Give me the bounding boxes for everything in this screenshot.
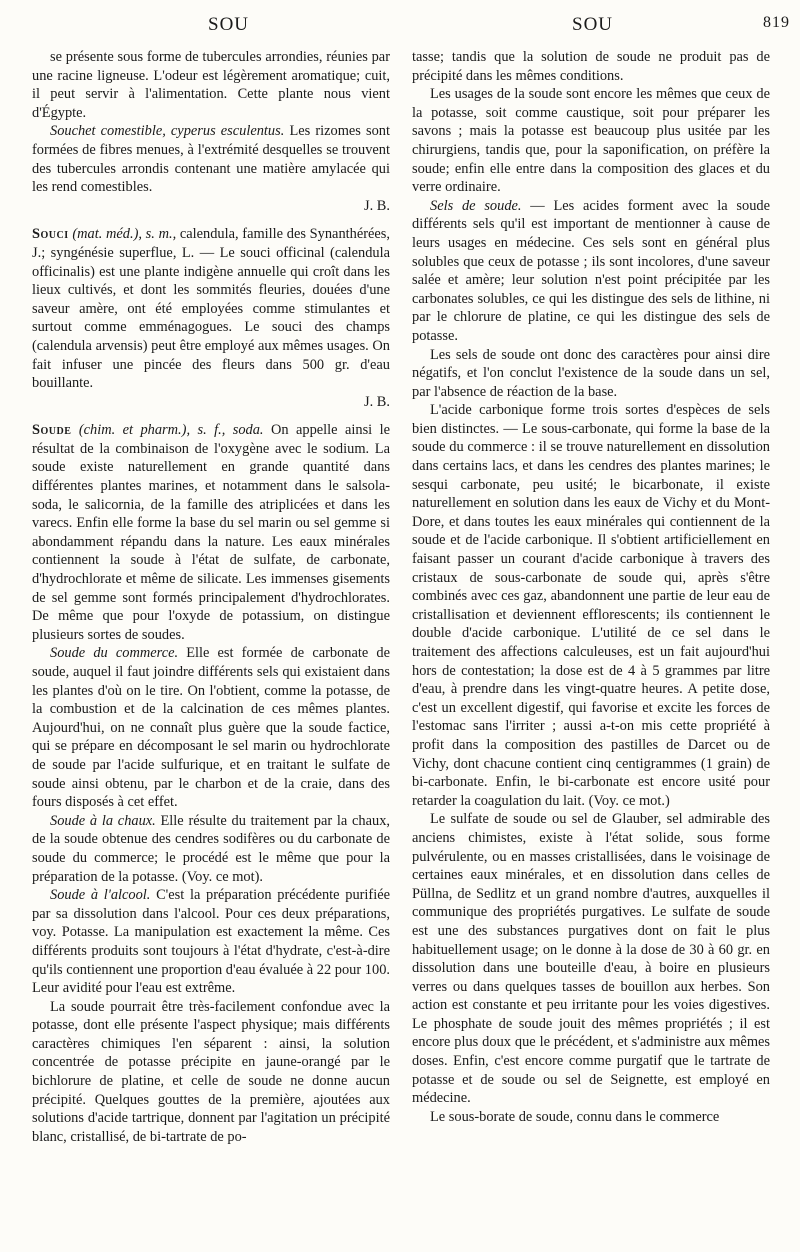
page-header: [0, 14, 800, 42]
paragraph: [412, 401, 770, 810]
paragraph: [32, 122, 390, 196]
entry-headword: Souci: [32, 226, 69, 243]
paragraph-text: Les sels de soude ont donc des caractères pour ainsi dire négatifs, et l'on conclut l'existence de la soude dans un sel, par l'absence de réaction de la base.: [412, 346, 770, 400]
subentry-title: Soude à l'alcool.: [50, 887, 151, 904]
running-head-right: SOU: [572, 14, 614, 35]
paragraph-text: — Les acides forment avec la soude différents sels qu'il est important de mentionner à cause de leurs usages en médecine. Ces sels sont en général plus solubles que ceux de potasse ; ils sont incolores, d'une saveur salée et amère; leur solution n'est point précipitée par les carbonates solubles, ce qui les distingue des sels de lithine, ni par le chlorure de platine, ce qui les distingue des sels de potasse.: [412, 197, 770, 344]
page-number: 819: [763, 14, 790, 31]
paragraph-text: Elle résulte du traitement par la chaux, de la soude obtenue des cendres sodifères ou du carbonate de soude du commerce; le procédé est le même que pour la préparation de la potasse. (Voy. ce mot).: [32, 812, 390, 885]
paragraph-text: Les rizomes sont formées de fibres menues, à l'extrémité desquelles se trouvent des tubercules arrondis contenant une matière amylacée qui les rend comestibles.: [32, 123, 390, 196]
author-signature: J. B.: [364, 393, 390, 410]
paragraph: [412, 1108, 770, 1127]
entry-headword: Soude: [32, 422, 72, 439]
entry-grammar: (mat. méd.), s. m.,: [68, 226, 180, 243]
author-signature: J. B.: [364, 197, 390, 214]
subentry-title: Soude du commerce.: [50, 645, 179, 662]
paragraph-text: Les usages de la soude sont encore les mêmes que ceux de la potasse, soit comme caustique, soit pour préparer les savons ; mais la potasse est beaucoup plus usitée par les chirurgiens, tandis que, pour la saponification, on préfère la soude; enfin elle entre dans la composition des glaces et du verre ordinaire.: [412, 86, 770, 196]
entry-grammar: (chim. et pharm.), s. f., soda.: [71, 422, 271, 439]
paragraph-text: Elle est formée de carbonate de soude, auquel il faut joindre différents sels qui existaient dans les plantes d'où on le tire. On l'obtient, comme la potasse, de la combustion et de la calcination de ces mêmes plantes. Aujourd'hui, on ne connaît plus guère que la soude factice, qui se prépare en décomposant le sel marin ou hydrochlorate de soude par l'acide sulfurique, et en traitant le sulfate de soude ainsi obtenu, par le charbon et de la craie, dans des fours disposés à cet effet.: [32, 645, 390, 811]
paragraph-text: calendula, famille des Synanthérées, J.; syngénésie superflue, L. — Le souci officinal (calendula officinalis) est une plante indigène annuelle qui croît dans les lieux cultivés, et dont les sommités fleuries, douées d'une saveur amère, ont été employées comme stimulantes et surtout comme emménagogues. Le souci des champs (calendula arvensis) peut être employé aux mêmes usages. On fait infuser une pincée des fleurs dans 500 gr. d'eau bouillante.: [32, 226, 390, 392]
subentry-title: Soude à la chaux.: [50, 812, 156, 829]
paragraph-text: se présente sous forme de tubercules arrondies, réunies par une racine ligneuse. L'odeur est légèrement aromatique; cuit, il peut servir à l'alimentation. Cette plante nous vient d'Égypte.: [32, 49, 390, 121]
paragraph-text: Le sulfate de soude ou sel de Glauber, sel admirable des anciens chimistes, existe à l'état solide, sous forme pulvérulente, ou en masses cristallisées, dans le voisinage de certaines eaux minérales, et en dissolution dans celles de Püllna, de Sedlitz et un grand nombre d'autres, auxquelles il communique des propriétés purgatives. Le sulfate de soude est une des substances purgatives dont on fait le plus habituellement usage; on le donne à la dose de 30 à 60 gr. en dissolution dans une bouteille d'eau, à boire en plusieurs verres ou dans quelques tasses de bouillon aux herbes. Son action est constante et peu irritante pour les voies digestives. Le phosphate de soude jouit des mêmes propriétés ; il est encore plus doux que le précédent, et s'administre aux mêmes doses. Enfin, c'est encore comme purgatif que le tartrate de potasse et de soude ou sel de Seignette, est employé en médecine.: [412, 811, 770, 1107]
right-column: [412, 48, 770, 1126]
paragraph: [412, 346, 770, 402]
dictionary-entry: [32, 225, 390, 392]
paragraph: [412, 810, 770, 1108]
paragraph-text: C'est la préparation précédente purifiée par sa dissolution dans l'alcool. Pour ces deux préparations, voy. Potasse. La manipulation est exactement la même. Ces différents produits sont toujours à l'état d'hydrate, c'est-à-dire qu'ils contiennent une proportion d'eau évaluée à 22 pour 100. Leur avidité pour l'eau est extrême.: [32, 887, 390, 997]
paragraph: [412, 197, 770, 346]
paragraph: [32, 886, 390, 998]
paragraph: [32, 644, 390, 811]
paragraph-text: L'acide carbonique forme trois sortes d'espèces de sels bien distinctes. — Le sous-carbonate, qui forme la base de la soude du commerce : il se trouve naturellement en dissolution dans certains lacs, et dans les cendres des plantes marines; le sesqui carbonate, peu usité; le bicarbonate, il existe naturellement en solution dans les eaux de Vichy et du Mont-Dore, et dans toutes les eaux minérales qui contiennent de la soude et de l'acide carbonique. Il s'obtient artificiellement en faisant passer un courant d'acide carbonique à travers des cristaux de sous-carbonate de soude qui, après s'être combinés avec ces gaz, abandonnent une partie de leur eau de cristallisation et deviennent efflorescents; ils contiennent le double d'acide carbonique. L'utilité de ce sel dans le traitement des affections calculeuses, est un fait aujourd'hui hors de contestation; la dose est de 4 à 5 grammes par litre d'eau, à prendre dans les vingt-quatre heures. A petite dose, c'est un excellent digestif, qui favorise et excite les forces de l'estomac sans l'irriter ; aussi a-t-on mis cette propriété à profit dans la composition des pastilles de Darcet ou de Vichy, dont chacune contient cinq centigrammes (1 grain) de bi-carbonate. Enfin, le bi-carbonate est encore usité pour retarder la coagulation du lait. (Voy. ce mot.): [412, 402, 770, 809]
running-head-left: SOU: [208, 14, 250, 35]
paragraph: [32, 48, 390, 122]
left-column: [32, 48, 390, 1146]
dictionary-entry: [32, 421, 390, 644]
subentry-title: Souchet comestible, cyperus esculentus.: [50, 123, 285, 140]
subentry-title: Sels de soude.: [430, 197, 522, 214]
paragraph: [412, 48, 770, 85]
paragraph-text: Le sous-borate de soude, connu dans le commerce: [430, 1108, 720, 1125]
paragraph: [412, 85, 770, 197]
paragraph-text: La soude pourrait être très-facilement confondue avec la potasse, dont elle présente l'aspect physique; mais différents caractères chimiques l'en séparent : ainsi, la solution concentrée de potasse précipite en jaune-orangé par le bichlorure de platine, et celle de soude ne donne aucun précipité. Quelques gouttes de la première, ajoutées aux solutions d'acide tartrique, donnent par l'agitation un précipité blanc, cristallisé, de bi-tartrate de po-: [32, 998, 390, 1145]
paragraph-text: tasse; tandis que la solution de soude ne produit pas de précipité dans les mêmes conditions.: [412, 49, 770, 84]
paragraph-text: On appelle ainsi le résultat de la combinaison de l'oxygène avec le sodium. La soude existe naturellement en grande quantité dans différentes plantes marines, et notamment dans le salsola-soda, le salicornia, de la famille des atriplicées et dans les varecs. Enfin elle forme la base du sel marin ou sel gemme si abondamment répandu dans la nature. Les eaux minérales contiennent la soude à l'état de sulfate, de carbonate, d'hydrochlorate et même de silicate. Les immenses gisements de sel gemme sont formés principalement d'hydrochlorates. De même que pour l'oxyde de potassium, on distingue plusieurs sortes de soudes.: [32, 422, 390, 643]
paragraph: [32, 812, 390, 886]
paragraph: [32, 998, 390, 1147]
